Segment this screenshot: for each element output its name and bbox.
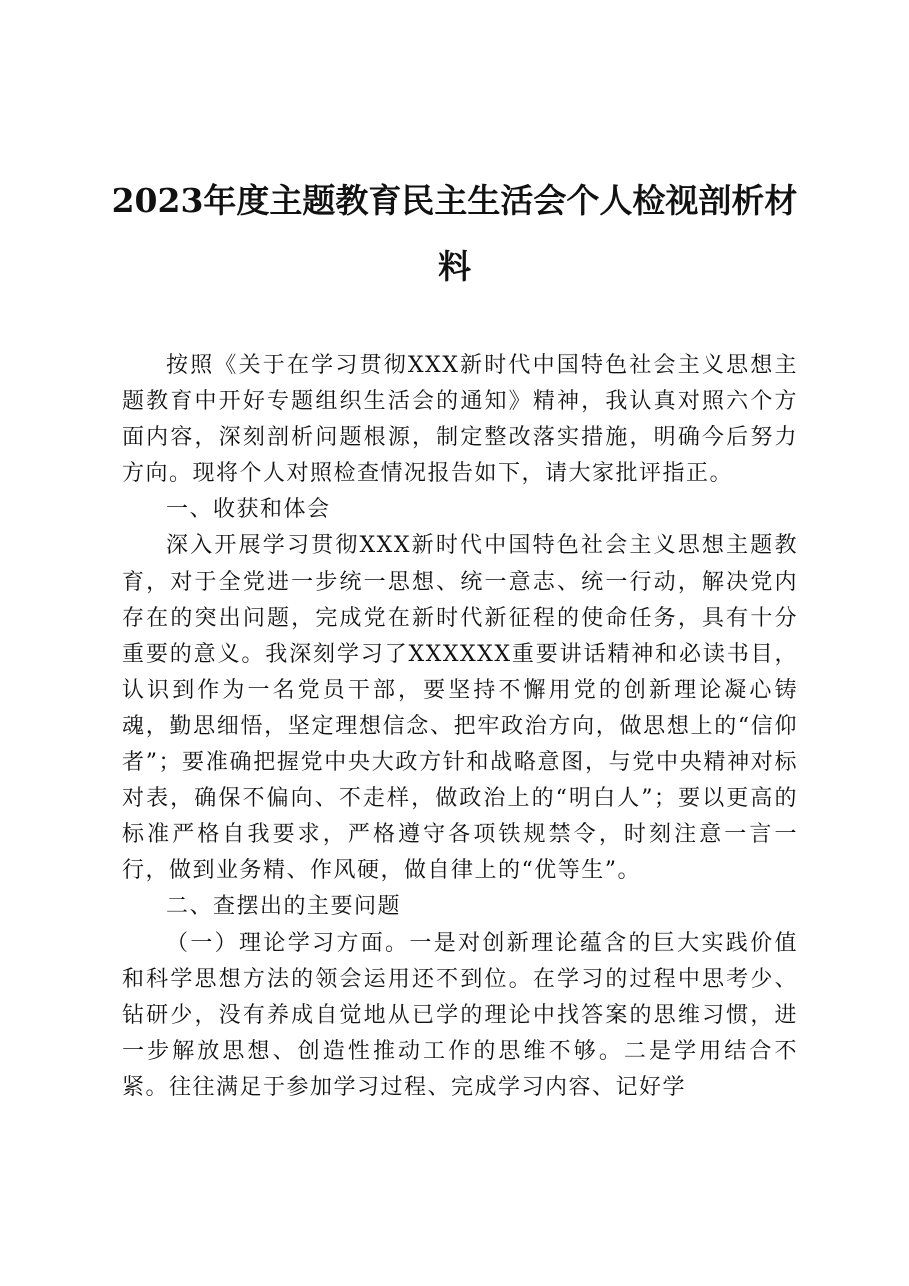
gains-paragraph: 深入开展学习贯彻XXX新时代中国特色社会主义思想主题教育，对于全党进一步统一思想、统一意志、统一行动，解决党内存在的突出问题，完成党在新时代新征程的使命任务，具有十分重要的意义。我深刻学习了XXXXXX重要讲话精神和必读书目，认识到作为一名党员干部，要坚持不懈用党的创新理论凝心铸魂，勤思细悟，坚定理想信念、把牢政治方向，做思想上的“信仰者”；要准确把握党中央大政方针和战略意图，与党中央精神对标对表，确保不偏向、不走样，做政治上的“明白人”；要以更高的标准严格自我要求，严格遵守各项铁规禁令，时刻注意一言一行，做到业务精、作风硬，做自律上的“优等生”。 xyxy=(122,533,798,884)
section-heading-problems: 二、查摆出的主要问题 xyxy=(166,894,402,920)
document-body xyxy=(122,348,798,1106)
theory-study-paragraph: （一）理论学习方面。一是对创新理论蕴含的巨大实践价值和科学思想方法的领会运用还不到位。在学习的过程中思考少、钻研少，没有养成自觉地从已学的理论中找答案的思维习惯，进一步解放思想、创造性推动工作的思维不够。二是学用结合不紧。往往满足于参加学习过程、完成学习内容、记好学 xyxy=(122,930,798,1100)
intro-paragraph: 按照《关于在学习贯彻XXX新时代中国特色社会主义思想主题教育中开好专题组织生活会的通知》精神，我认真对照六个方面内容，深刻剖析问题根源，制定整改落实措施，明确今后努力方向。现将个人对照检查情况报告如下，请大家批评指正。 xyxy=(122,353,798,487)
section-heading-gains: 一、收获和体会 xyxy=(166,497,331,523)
document-title: 2023年度主题教育民主生活会个人检视剖析材料 xyxy=(111,181,798,286)
